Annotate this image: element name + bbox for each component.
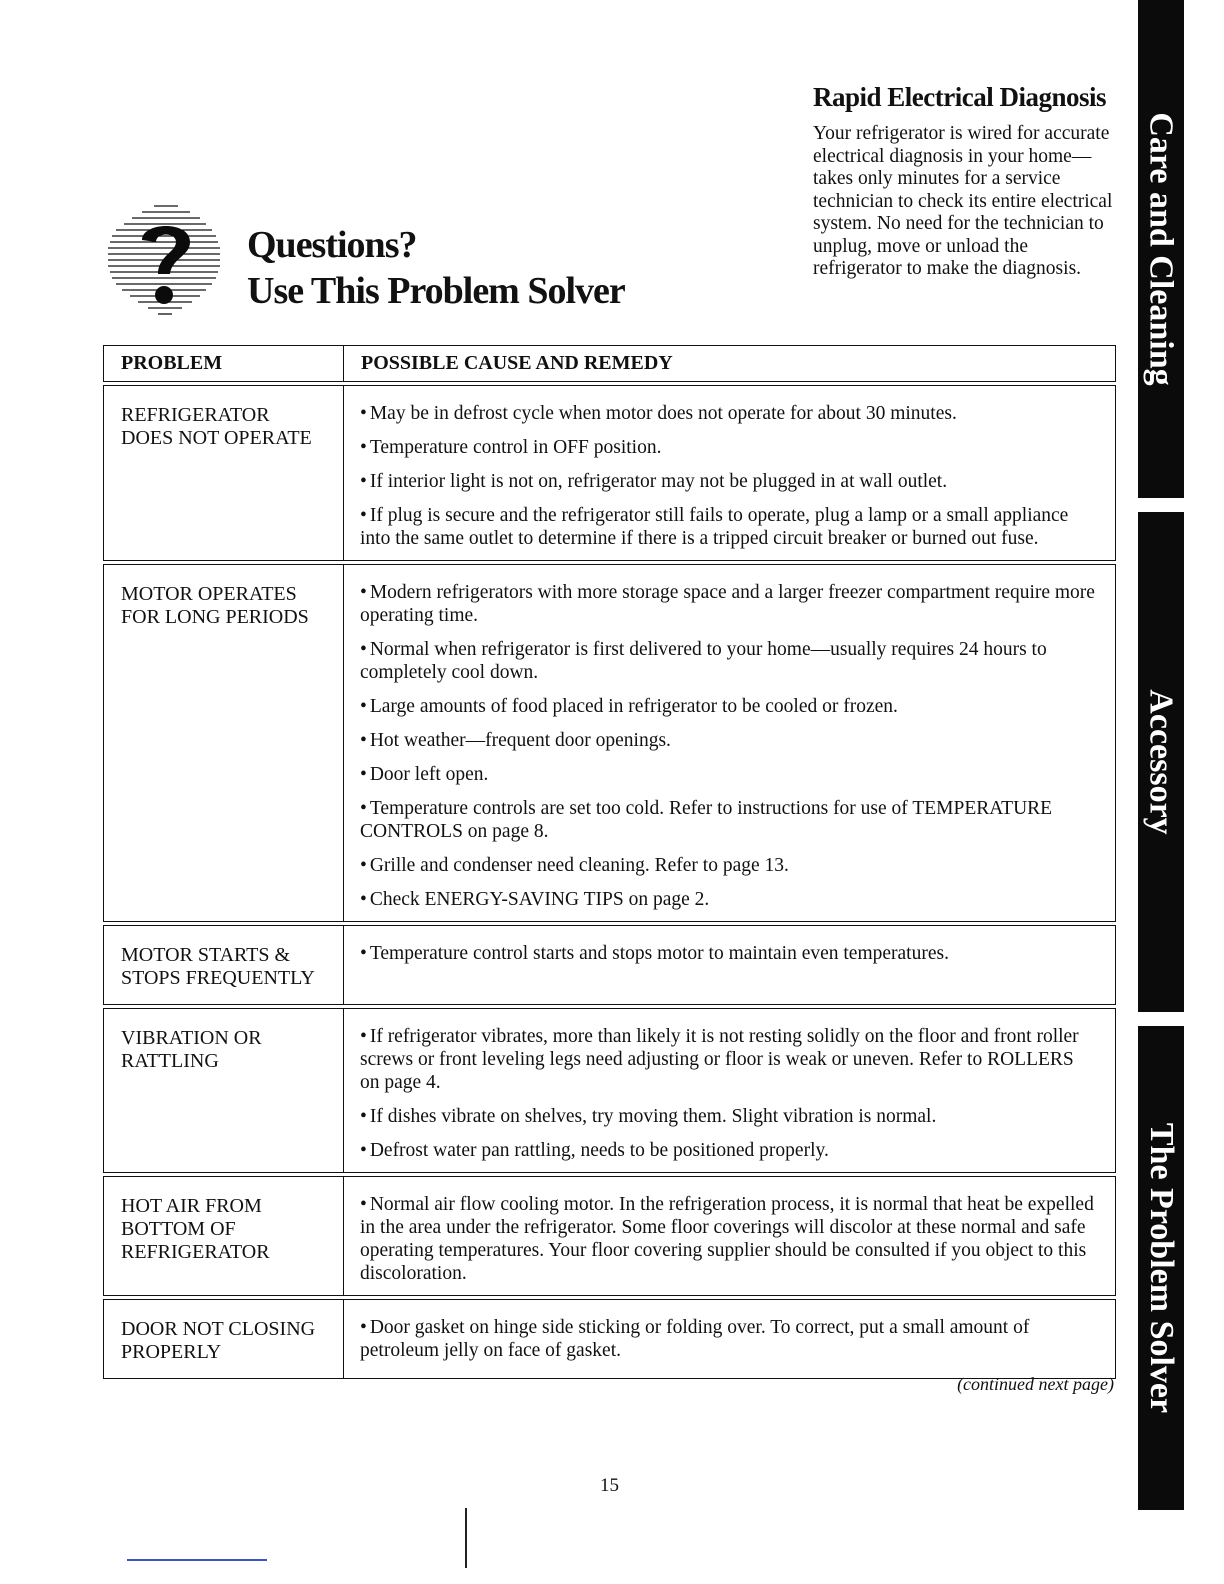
column-header-remedy: POSSIBLE CAUSE AND REMEDY <box>344 346 1116 382</box>
remedy-item: • Large amounts of food placed in refrigerator to be cooled or frozen. <box>360 696 898 717</box>
rapid-diagnosis-box <box>813 82 1118 281</box>
remedy-item: • Normal air flow cooling motor. In the refrigeration process, it is normal that heat be expelled in the area under the refrigerator. Some floor coverings will discolor at these normal and safe operating temperatures. Your floor covering supplier should be consulted if you object to this discoloration. <box>360 1194 1094 1284</box>
rapid-diagnosis-heading: Rapid Electrical Diagnosis <box>813 82 1107 112</box>
remedy-item: • Defrost water pan rattling, needs to be positioned properly. <box>360 1140 829 1161</box>
remedy-cell <box>344 565 1116 922</box>
remedy-item: • Door gasket on hinge side sticking or folding over. To correct, put a small amount of petroleum jelly on face of gasket. <box>360 1317 1030 1361</box>
remedy-item: • Temperature controls are set too cold. Refer to instructions for use of TEMPERATURE CONTROLS on page 8. <box>360 798 1053 842</box>
remedy-item: • Door left open. <box>360 764 489 785</box>
side-tab-accessory[interactable]: Accessory <box>1138 512 1184 1012</box>
side-tab-bar <box>1138 0 1184 1510</box>
problem-cell: MOTOR OPERATES FOR LONG PERIODS <box>104 565 344 922</box>
side-tab-problem-solver[interactable]: The Problem Solver <box>1138 1026 1184 1510</box>
remedy-item: • Hot weather—frequent door openings. <box>360 730 671 751</box>
remedy-cell <box>344 926 1116 1005</box>
column-header-problem: PROBLEM <box>104 346 344 382</box>
table-row <box>104 1009 1116 1173</box>
table-row <box>104 565 1116 922</box>
remedy-item: • May be in defrost cycle when motor does not operate for about 30 minutes. <box>360 403 957 424</box>
continued-note: (continued next page) <box>957 1374 1114 1394</box>
title-line-2: Use This Problem Solver <box>247 270 625 312</box>
remedy-item: • If plug is secure and the refrigerator still fails to operate, plug a lamp or a small appliance into the same outlet to determine if there is a tripped circuit breaker or burned out fuse. <box>360 505 1069 549</box>
remedy-cell <box>344 1177 1116 1296</box>
crop-mark-horizontal <box>127 1559 267 1561</box>
problem-solver-table <box>103 345 1116 1379</box>
rapid-diagnosis-text: Your refrigerator is wired for accurate electrical diagnosis in your home—takes only minutes for a service technician to check its entire electrical system. No need for the technician to unplug, move or unload the refrigerator to make the diagnosis. <box>813 123 1113 279</box>
problem-cell: HOT AIR FROM BOTTOM OF REFRIGERATOR <box>104 1177 344 1296</box>
remedy-item: • Check ENERGY-SAVING TIPS on page 2. <box>360 889 710 910</box>
remedy-cell <box>344 386 1116 561</box>
question-mark-icon <box>108 200 223 322</box>
table-header-row <box>104 346 1116 382</box>
table-row <box>104 926 1116 1005</box>
problem-cell: MOTOR STARTS & STOPS FREQUENTLY <box>104 926 344 1005</box>
remedy-item: • Grille and condenser need cleaning. Refer to page 13. <box>360 855 789 876</box>
crop-mark-vertical <box>465 1508 467 1568</box>
remedy-item: • Modern refrigerators with more storage space and a larger freezer compartment require more operating time. <box>360 582 1095 626</box>
problem-cell: REFRIGERATOR DOES NOT OPERATE <box>104 386 344 561</box>
table-row <box>104 386 1116 561</box>
remedy-item: • Normal when refrigerator is first delivered to your home—usually requires 24 hours to completely cool down. <box>360 639 1047 683</box>
table-row <box>104 1300 1116 1379</box>
problem-cell: VIBRATION OR RATTLING <box>104 1009 344 1173</box>
page-number: 15 <box>600 1475 619 1496</box>
remedy-item: • Temperature control in OFF position. <box>360 437 662 458</box>
problem-cell: DOOR NOT CLOSING PROPERLY <box>104 1300 344 1379</box>
remedy-cell <box>344 1300 1116 1379</box>
remedy-cell <box>344 1009 1116 1173</box>
remedy-item: • If refrigerator vibrates, more than likely it is not resting solidly on the floor and front roller screws or front leveling legs need adjusting or floor is weak or uneven. Refer to ROLLERS on page 4. <box>360 1026 1079 1093</box>
remedy-item: • If interior light is not on, refrigerator may not be plugged in at wall outlet. <box>360 471 948 492</box>
remedy-item: • Temperature control starts and stops motor to maintain even temperatures. <box>360 943 949 964</box>
title-line-1: Questions? <box>247 224 417 266</box>
table-row <box>104 1177 1116 1296</box>
page-title <box>247 222 625 314</box>
remedy-item: • If dishes vibrate on shelves, try moving them. Slight vibration is normal. <box>360 1106 937 1127</box>
side-tab-care-cleaning[interactable]: Care and Cleaning <box>1138 0 1184 498</box>
